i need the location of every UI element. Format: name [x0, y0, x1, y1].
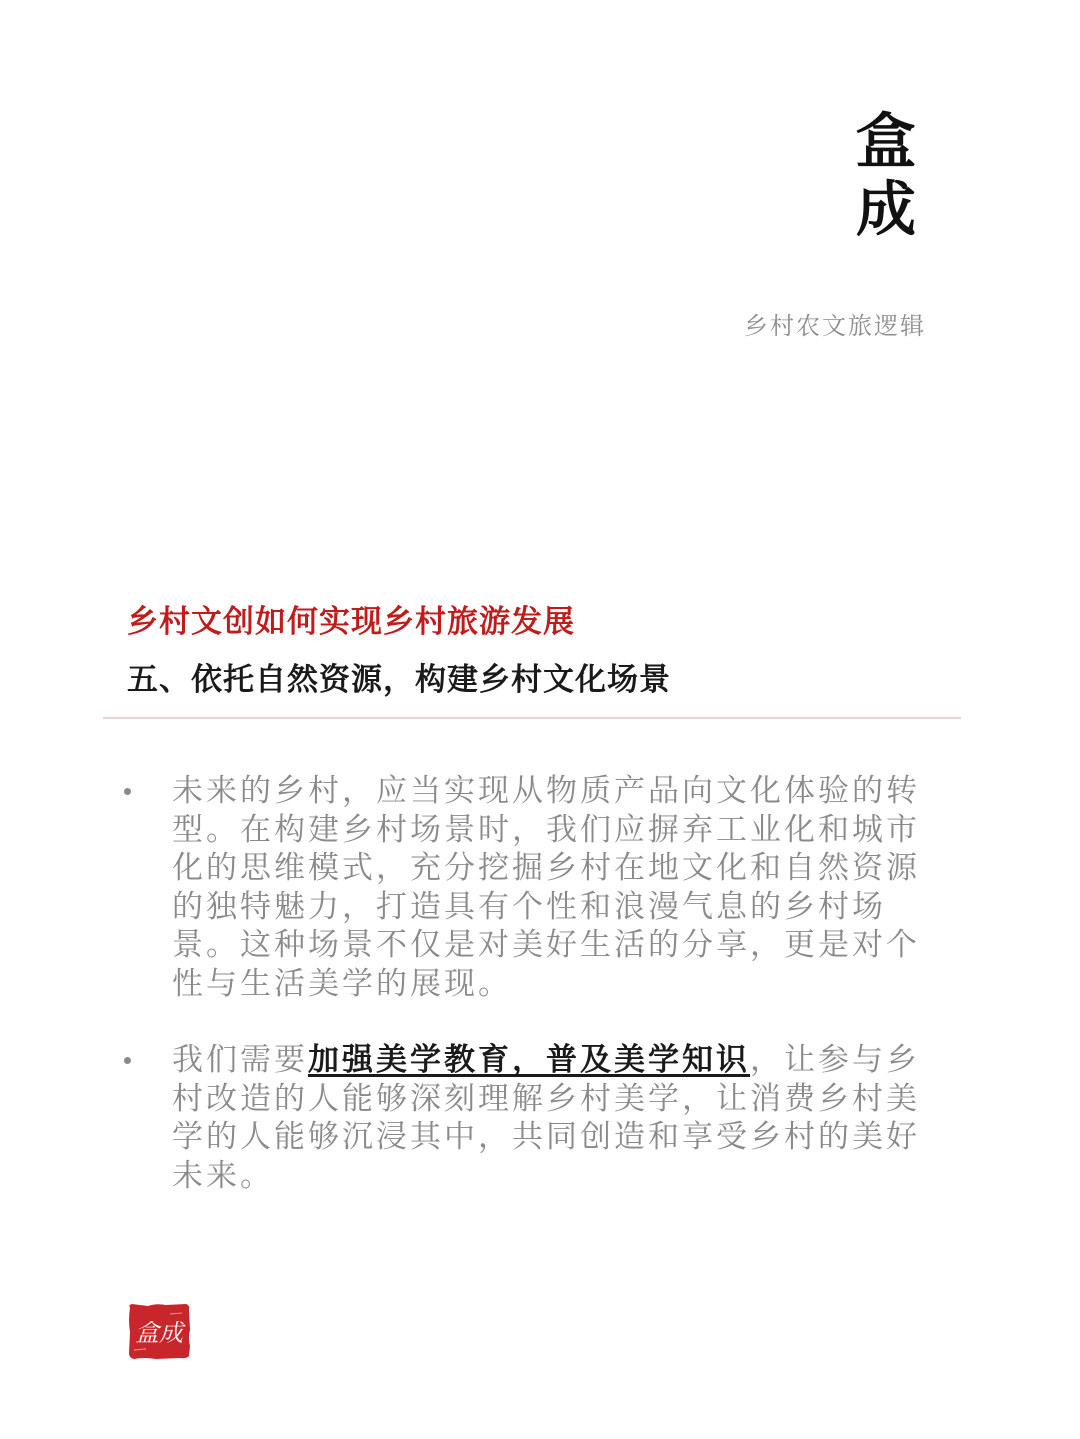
tagline: 乡村农文旅逻辑	[744, 312, 926, 340]
bullet-dot-icon	[124, 1057, 131, 1064]
bullet-text-suffix: ，让参与乡村改造的人能够深刻理解乡村美学，让消费乡村美学的人能够沉浸其中，共同创造和享受乡村的美好未来。	[172, 1042, 920, 1194]
brand-title	[838, 108, 934, 244]
bullet-text: 未来的乡村，应当实现从物质产品向文化体验的转型。在构建乡村场景时，我们应摒弃工业化和城市化的思维模式，充分挖掘乡村在地文化和自然资源的独特魅力，打造具有个性和浪漫气息的乡村场景。这种场景不仅是对美好生活的分享，更是对个性与生活美学的展现。	[172, 773, 920, 1002]
brand-char-1: 盒	[856, 107, 916, 177]
bullet-list	[124, 772, 944, 1233]
seal-text: 盒成	[135, 1319, 183, 1347]
bullet-emphasis: 加强美学教育，普及美学知识	[308, 1042, 750, 1078]
bullet-text-prefix: 我们需要	[172, 1042, 308, 1078]
section-title: 乡村文创如何实现乡村旅游发展	[127, 604, 575, 640]
bullet-item	[124, 1041, 944, 1195]
bullet-dot-icon	[124, 788, 131, 795]
seal-logo-icon	[126, 1302, 192, 1360]
sub-title: 五、依托自然资源，构建乡村文化场景	[127, 662, 671, 698]
bullet-item	[124, 772, 944, 1003]
brand-char-2: 成	[856, 175, 916, 245]
divider	[103, 717, 961, 719]
